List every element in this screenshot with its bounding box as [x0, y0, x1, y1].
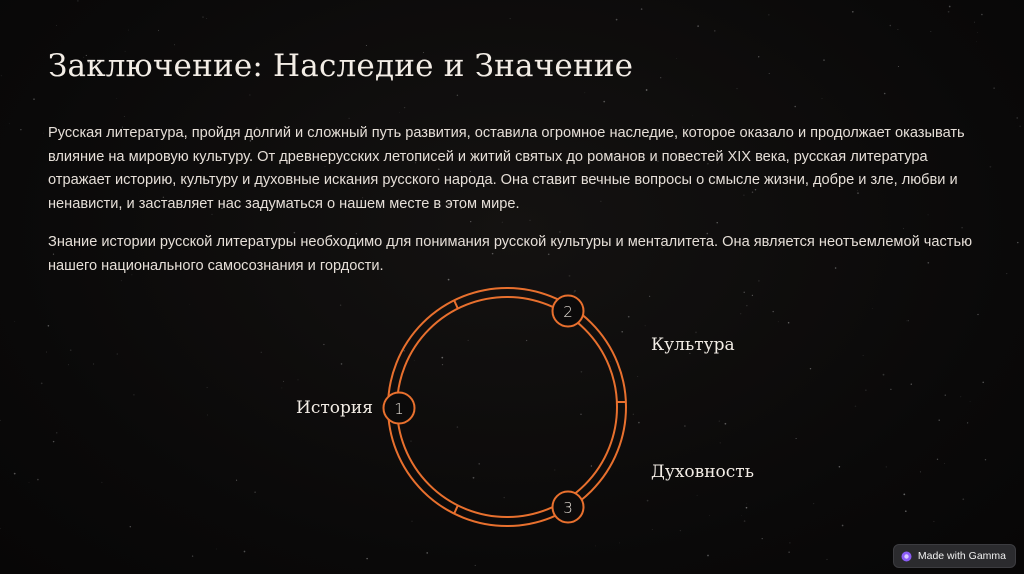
star-dot — [883, 374, 885, 376]
star-dot — [0, 420, 1, 421]
cycle-step-node-2 — [553, 296, 584, 327]
star-dot — [254, 491, 256, 493]
star-dot — [207, 415, 208, 416]
star-dot — [676, 58, 677, 59]
step-number-3: 3 — [563, 499, 573, 517]
star-dot — [14, 473, 16, 475]
star-dot — [890, 25, 892, 27]
paragraph-significance: Знание истории русской литературы необходимо для понимания русской культуры и менталитета. Она является неотъемлемой частью нашего национального самосознания и гордости. — [48, 234, 973, 274]
star-dot — [768, 14, 769, 15]
segment-divider — [454, 505, 458, 514]
star-dot — [43, 133, 44, 134]
star-dot — [457, 95, 458, 96]
star-dot — [249, 94, 250, 95]
star-dot — [788, 551, 789, 552]
star-dot — [974, 22, 975, 23]
cycle-inner-ring — [397, 297, 617, 517]
star-dot — [982, 382, 983, 383]
step-label-spirituality: Духовность — [651, 462, 754, 482]
star-dot — [399, 112, 400, 113]
star-dot — [366, 558, 367, 559]
star-dot — [70, 349, 72, 351]
star-dot — [714, 30, 715, 31]
step-number-2: 2 — [563, 303, 573, 321]
star-dot — [905, 510, 907, 512]
star-dot — [884, 93, 886, 95]
star-dot — [717, 222, 718, 223]
star-dot — [502, 222, 503, 223]
star-dot — [810, 368, 811, 369]
star-dot — [707, 555, 709, 557]
star-dot — [907, 321, 908, 322]
star-dot — [970, 401, 971, 402]
star-dot — [207, 387, 208, 388]
star-dot — [758, 56, 759, 57]
star-dot — [1, 75, 2, 76]
star-dot — [788, 322, 790, 324]
star-dot — [794, 106, 796, 108]
star-dot — [595, 545, 596, 546]
star-dot — [863, 355, 864, 356]
star-dot — [603, 101, 605, 103]
star-dot — [897, 29, 898, 30]
star-dot — [977, 314, 978, 315]
star-dot — [962, 498, 964, 500]
star-dot — [839, 466, 841, 468]
star-dot — [33, 98, 35, 100]
star-dot — [967, 422, 968, 423]
star-dot — [842, 525, 844, 527]
star-dot — [158, 30, 159, 31]
cycle-step-node-3 — [553, 492, 584, 523]
star-dot — [348, 118, 349, 119]
star-dot — [189, 304, 190, 305]
star-dot — [616, 19, 618, 21]
star-dot — [121, 281, 122, 282]
star-dot — [778, 321, 779, 322]
step-label-history: История — [296, 398, 373, 418]
star-dot — [404, 107, 405, 108]
star-dot — [937, 459, 938, 460]
star-dot — [939, 420, 940, 421]
star-dot — [796, 438, 797, 439]
star-dot — [769, 73, 770, 74]
star-dot — [77, 0, 78, 1]
star-dot — [660, 77, 661, 78]
star-dot — [855, 406, 857, 408]
star-dot — [641, 8, 643, 10]
star-dot — [886, 466, 887, 467]
star-dot — [758, 280, 759, 281]
made-with-gamma-badge[interactable] — [893, 544, 1016, 568]
star-dot — [529, 220, 530, 221]
star-dot — [762, 538, 763, 539]
star-dot — [619, 542, 620, 543]
star-dot — [244, 551, 246, 553]
star-dot — [903, 494, 905, 496]
star-dot — [920, 471, 921, 472]
star-dot — [692, 115, 693, 116]
cycle-outer-ring — [388, 288, 626, 526]
star-dot — [236, 480, 237, 481]
star-dot — [202, 17, 203, 18]
star-dot — [56, 432, 57, 433]
star-dot — [20, 129, 21, 130]
star-dot — [961, 227, 962, 228]
star-dot — [124, 116, 125, 117]
star-dot — [813, 503, 814, 504]
star-dot — [9, 123, 10, 124]
star-dot — [903, 228, 904, 229]
star-dot — [101, 482, 102, 483]
star-dot — [990, 166, 992, 168]
star-dot — [1017, 117, 1018, 118]
star-dot — [977, 32, 978, 33]
star-dot — [426, 552, 428, 554]
star-dot — [981, 14, 983, 16]
star-dot — [116, 98, 117, 99]
star-dot — [865, 390, 866, 391]
star-dot — [823, 59, 825, 61]
star-dot — [945, 395, 946, 396]
cycle-step-node-1 — [384, 393, 415, 424]
segment-divider — [454, 300, 458, 309]
star-dot — [475, 565, 476, 566]
badge-label: Made with Gamma — [917, 550, 1006, 562]
star-dot — [772, 311, 773, 312]
star-dot — [976, 41, 977, 42]
star-dot — [697, 25, 698, 26]
star-dot — [48, 325, 50, 327]
star-dot — [117, 353, 119, 355]
star-dot — [41, 383, 43, 385]
star-dot — [93, 363, 94, 364]
star-dot — [646, 89, 648, 91]
page-title: Заключение: Наследие и Значение — [48, 48, 634, 84]
star-dot — [822, 98, 823, 99]
gamma-logo-icon — [901, 551, 912, 562]
star-dot — [206, 18, 207, 19]
star-dot — [930, 31, 931, 32]
star-dot — [852, 11, 854, 13]
star-dot — [46, 352, 47, 353]
star-dot — [174, 44, 175, 45]
star-dot — [53, 441, 54, 442]
star-dot — [56, 25, 57, 26]
star-dot — [584, 92, 585, 93]
star-dot — [29, 482, 30, 483]
step-label-culture: Культура — [651, 335, 735, 355]
star-dot — [911, 383, 912, 384]
star-dot — [470, 221, 471, 222]
star-dot — [827, 559, 828, 560]
step-number-1: 1 — [394, 400, 404, 418]
star-dot — [128, 30, 129, 31]
star-dot — [960, 396, 961, 397]
star-dot — [366, 45, 367, 46]
star-dot — [37, 479, 39, 481]
star-dot — [192, 555, 193, 556]
star-dot — [872, 308, 873, 309]
star-dot — [898, 66, 899, 67]
paragraph-legacy: Русская литература, пройдя долгий и сложный путь развития, оставила огромное наследие, которое оказало и продолжает оказывать влияние на мировую культуру. От древнерусских летописей и житий святых до романов и повестей XIX века, русская литература отражает историю, культуру и духовные искания русского народа. Она ставит вечные вопросы о смысле жизни, добре и зле, любви и ненависти, и заставляет нас задуматься о нашем месте в этом мире. — [48, 125, 965, 212]
star-dot — [908, 320, 909, 321]
star-dot — [1006, 273, 1007, 274]
star-dot — [0, 528, 1, 529]
star-dot — [737, 88, 738, 89]
star-dot — [133, 394, 135, 396]
star-dot — [890, 389, 891, 390]
star-dot — [944, 463, 945, 464]
star-dot — [216, 549, 217, 550]
star-dot — [933, 521, 934, 522]
star-dot — [130, 526, 131, 527]
star-dot — [510, 18, 511, 19]
star-dot — [261, 352, 262, 353]
star-dot — [448, 279, 450, 281]
star-dot — [948, 11, 950, 13]
star-dot — [993, 87, 994, 88]
star-dot — [1019, 126, 1020, 127]
star-dot — [789, 542, 790, 543]
star-dot — [15, 321, 16, 322]
star-dot — [1017, 242, 1018, 243]
star-dot — [68, 364, 69, 365]
star-dot — [949, 6, 951, 8]
star-dot — [985, 459, 986, 460]
